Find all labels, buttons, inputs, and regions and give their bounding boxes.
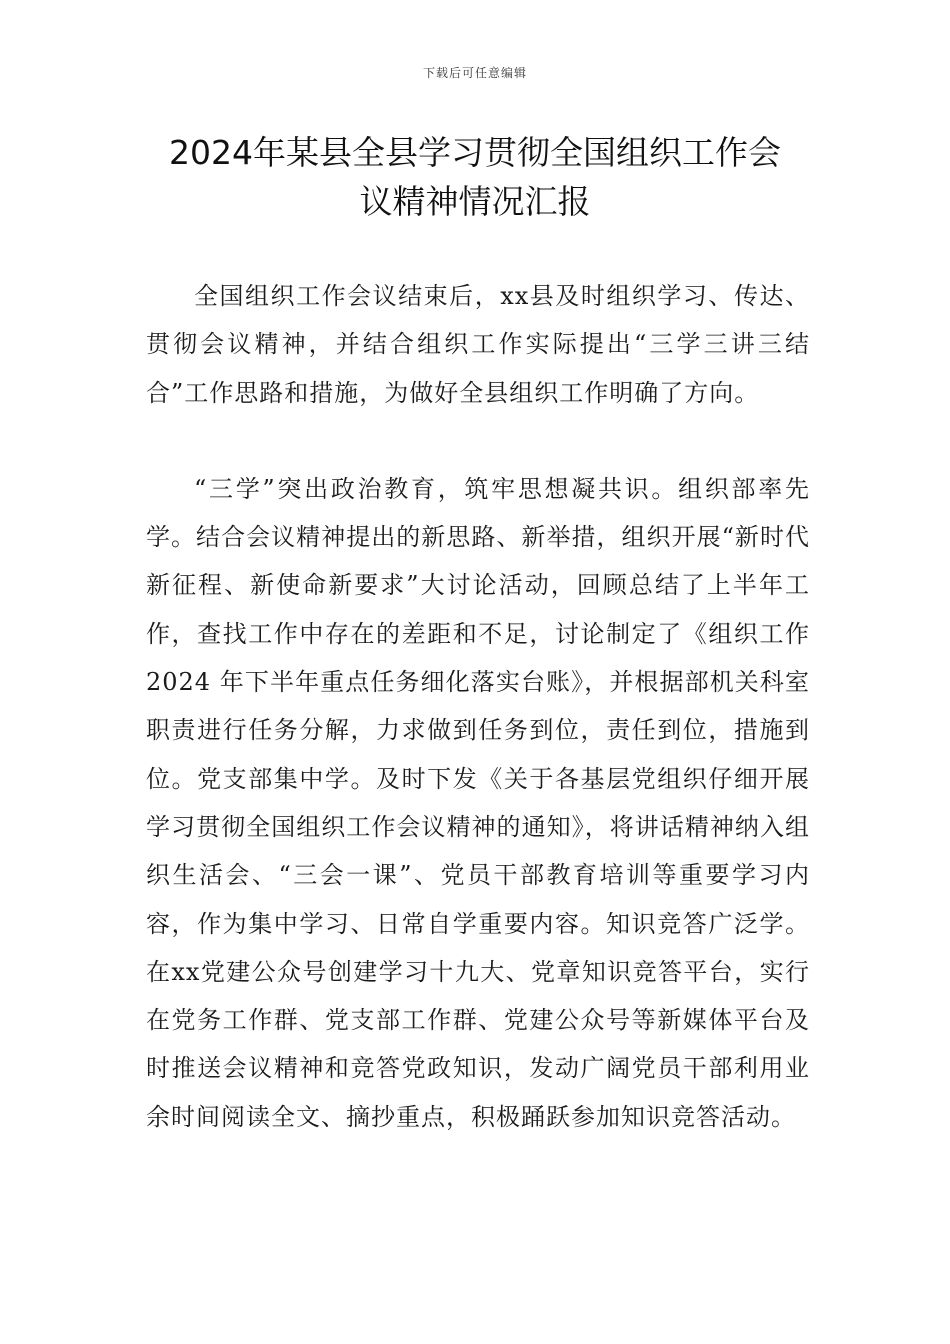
- document-title: [120, 128, 830, 226]
- paragraph-three-studies: “三学”突出政治教育，筑牢思想凝共识。组织部率先学。结合会议精神提出的新思路、新举措，组织开展“新时代新征程、新使命新要求”大讨论活动，回顾总结了上半年工作，查找工作中存在的差距和不足，讨论制定了《组织工作2024 年下半年重点任务细化落实台账》，并根据部机关科室职责进行任务分解，力求做到任务到位，责任到位，措施到位。党支部集中学。及时下发《关于各基层党组织仔细开展学习贯彻全国组织工作会议精神的通知》，将讲话精神纳入组织生活会、“三会一课”、党员干部教育培训等重要学习内容，作为集中学习、日常自学重要内容。知识竞答广泛学。在xx党建公众号创建学习十九大、党章知识竞答平台，实行在党务工作群、党支部工作群、党建公众号等新媒体平台及时推送会议精神和竞答党政知识，发动广阔党员干部利用业余时间阅读全文、摘抄重点，积极踊跃参加知识竞答活动。: [146, 474, 810, 1131]
- paragraph-intro: 全国组织工作会议结束后，xx县及时组织学习、传达、贯彻会议精神，并结合组织工作实际提出“三学三讲三结合”工作思路和措施，为做好全县组织工作明确了方向。: [146, 282, 810, 407]
- document-title-line-2: 议精神情况汇报: [359, 182, 591, 221]
- document-title-line-1: 2024年某县全县学习贯彻全国组织工作会: [169, 133, 781, 172]
- header-note: 下载后可任意编辑: [422, 66, 527, 80]
- document-body: [146, 272, 810, 1141]
